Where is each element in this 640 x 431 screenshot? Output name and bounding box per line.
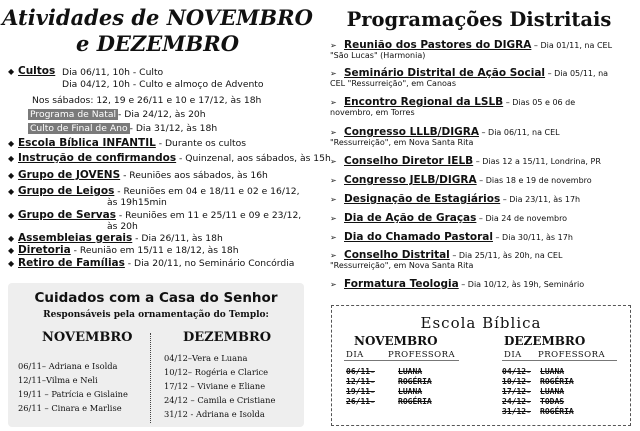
- district-text: – Dia 10/12, às 19h, Seminário: [458, 280, 585, 289]
- activity-label: Grupo de Leigos: [18, 185, 115, 197]
- activity-text: - Durante os cultos: [155, 138, 247, 149]
- escola-nov-day: 12/11-: [346, 377, 375, 386]
- escola-dez-prof: LUANA: [540, 367, 565, 376]
- activity-text: - Quinzenal, aos sábados, às 15h: [176, 153, 331, 164]
- natal-row: [28, 109, 206, 120]
- district-text: – Dia 23/11, às 17h: [500, 195, 581, 204]
- care-dez-row: 31/12 - Adriana e Isolda: [164, 409, 265, 419]
- activity-text: - Dia 20/11, no Seminário Concórdia: [124, 258, 295, 269]
- escola-nov-prof: LUANA: [398, 387, 423, 396]
- fim-ano-row: [28, 123, 217, 134]
- cultos-line2: Dia 04/12, 10h - Culto e almoço de Advento: [62, 79, 264, 90]
- arrow-icon: ➢: [330, 280, 337, 289]
- escola-dez-day: 17/12-: [502, 387, 531, 396]
- escola-dez-prof: TODAS: [540, 397, 565, 406]
- activity-text-cont: às 20h: [107, 221, 138, 232]
- bullet-icon: ◆: [8, 211, 15, 220]
- arrow-icon: ➢: [330, 176, 337, 185]
- district-label: Designação de Estagiários: [344, 193, 501, 205]
- left-title-line2: e DEZEMBRO: [76, 31, 239, 56]
- district-text: – Dia 30/11, às 17h: [492, 233, 573, 242]
- activity-item: [8, 210, 313, 221]
- arrow-icon: ➢: [330, 128, 337, 137]
- arrow-icon: ➢: [330, 251, 337, 260]
- activity-label: Grupo de JOVENS: [18, 169, 121, 181]
- cultos-saturdays: Nos sábados: 12, 19 e 26/11 e 10 e 17/12, às 18h: [32, 95, 262, 106]
- activity-item: [8, 233, 313, 244]
- activity-text: - Dia 26/11, às 18h: [132, 233, 223, 244]
- activity-item: [8, 138, 313, 149]
- district-text-cont: "São Lucas" (Harmonia): [330, 51, 426, 60]
- activity-item: [8, 186, 313, 197]
- escola-nov-prof: LUANA: [398, 367, 423, 376]
- activity-label: Escola Bíblica INFANTIL: [18, 137, 156, 149]
- bullet-icon: ◆: [8, 67, 15, 76]
- district-text: – Dia 05/11, na: [545, 69, 609, 78]
- district-item: [330, 127, 638, 148]
- district-item: [330, 97, 638, 118]
- care-dez-row: 10/12– Rogéria e Clarice: [164, 367, 269, 377]
- escola-dez-prof: ROGÉRIA: [540, 407, 574, 416]
- district-label: Seminário Distrital de Ação Social: [344, 67, 546, 79]
- arrow-icon: ➢: [330, 41, 337, 50]
- natal-label: Programa de Natal: [30, 109, 117, 120]
- district-text-cont: CEL "Ressurreição", em Canoas: [330, 79, 456, 88]
- arrow-icon: ➢: [330, 69, 337, 78]
- district-text: – Dias 05 e 06 de: [503, 98, 576, 107]
- escola-dez-day: 10/12-: [502, 377, 531, 386]
- bullet-icon: ◆: [8, 259, 15, 268]
- district-text: – Dia 25/11, às 20h, na CEL: [449, 251, 563, 260]
- fim-ano-text: - Dia 31/12, às 18h: [129, 123, 218, 134]
- cultos-line1: Dia 06/11, 10h - Culto: [62, 67, 164, 78]
- escola-dez-day: 24/12-: [502, 397, 531, 406]
- district-item: [330, 279, 638, 290]
- district-label: Dia do Chamado Pastoral: [344, 231, 493, 243]
- escola-dez-day: 04/12-: [502, 367, 531, 376]
- district-text-cont: novembro, em Torres: [330, 108, 415, 117]
- activity-item: [8, 258, 313, 269]
- escola-dez-prof: ROGÉRIA: [540, 377, 574, 386]
- activity-label: Grupo de Servas: [18, 209, 116, 221]
- care-nov-head: NOVEMBRO: [42, 330, 133, 345]
- activity-item: [8, 152, 331, 164]
- arrow-icon: ➢: [330, 157, 337, 166]
- district-item: [330, 40, 638, 61]
- care-nov-row: 19/11 – Patrícia e Gislaine: [18, 389, 128, 399]
- escola-nov-day: 19/11-: [346, 387, 375, 396]
- district-item: [330, 175, 638, 186]
- escola-nov-day: 06/11-: [346, 367, 375, 376]
- right-column: [318, 0, 640, 431]
- district-text: – Dias 18 e 19 de novembro: [476, 176, 592, 185]
- care-nov-row: 06/11– Adriana e Isolda: [18, 361, 118, 371]
- district-label: Encontro Regional da LSLB: [344, 96, 504, 108]
- district-item: [330, 213, 638, 224]
- activity-label: Assembleias gerais: [18, 232, 133, 244]
- activity-item: [8, 245, 313, 256]
- right-title: Programações Distritais: [346, 8, 612, 31]
- arrow-icon: ➢: [330, 233, 337, 242]
- district-text-cont: "Ressurreição", em Nova Santa Rita: [330, 138, 474, 147]
- left-title-line1: Atividades de NOVEMBRO: [2, 5, 313, 30]
- district-label: Reunião dos Pastores do DIGRA: [344, 39, 532, 51]
- escola-title: Escola Bíblica: [420, 314, 542, 332]
- district-text-cont: "Ressurreição", em Nova Santa Rita: [330, 261, 474, 270]
- district-label: Congresso LLLB/DIGRA: [344, 126, 479, 138]
- bullet-icon: ◆: [8, 234, 15, 243]
- district-text: – Dia 06/11, na CEL: [478, 128, 560, 137]
- escola-dez-day: 31/12-: [502, 407, 531, 416]
- district-label: Congresso JELB/DIGRA: [344, 174, 477, 186]
- escola-nov-underline: [344, 360, 459, 361]
- activity-text: - Reuniões em 04 e 18/11 e 02 e 16/12,: [114, 186, 300, 197]
- care-nov-row: 12/11–Vilma e Neli: [18, 375, 98, 385]
- cultos-label: Cultos: [18, 65, 56, 77]
- district-text: – Dias 12 a 15/11, Londrina, PR: [473, 157, 601, 166]
- escola-dez-col-dia: DIA: [504, 350, 522, 360]
- bullet-icon: ◆: [8, 154, 15, 163]
- escola-nov-col-prof: PROFESSORA: [388, 350, 456, 360]
- activity-label: Diretoria: [18, 244, 71, 256]
- district-item: [330, 250, 638, 271]
- activity-label: Retiro de Famílias: [18, 257, 125, 269]
- arrow-icon: ➢: [330, 98, 337, 107]
- escola-dez-col-prof: PROFESSORA: [538, 350, 606, 360]
- natal-text: - Dia 24/12, às 20h: [118, 109, 206, 120]
- district-label: Formatura Teologia: [344, 278, 459, 290]
- district-text: – Dia 01/11, na CEL: [531, 41, 613, 50]
- escola-dez-head: DEZEMBRO: [504, 334, 586, 348]
- activity-text: - Reuniões em 11 e 25/11 e 09 e 23/12,: [116, 210, 302, 221]
- escola-dez-prof: LUANA: [540, 387, 565, 396]
- activity-text: - Reuniões aos sábados, às 16h: [120, 170, 268, 181]
- care-divider: [150, 333, 151, 423]
- care-dez-row: 04/12–Vera e Luana: [164, 353, 248, 363]
- district-item: [330, 194, 638, 205]
- bullet-icon: ◆: [8, 246, 15, 255]
- care-dez-row: 17/12 – Viviane e Eliane: [164, 381, 266, 391]
- bullet-icon: ◆: [8, 187, 15, 196]
- fim-ano-label: Culto de Final de Ano: [30, 123, 128, 134]
- care-subtitle: Responsáveis pela ornamentação do Templo:: [43, 310, 269, 320]
- arrow-icon: ➢: [330, 214, 337, 223]
- activity-item: [8, 170, 313, 181]
- district-text: – Dia 24 de novembro: [476, 214, 568, 223]
- district-label: Dia de Ação de Graças: [344, 212, 477, 224]
- care-dez-head: DEZEMBRO: [183, 330, 272, 345]
- care-nov-row: 26/11 – Cinara e Marlise: [18, 403, 122, 413]
- escola-nov-col-dia: DIA: [346, 350, 364, 360]
- district-item: [330, 156, 638, 167]
- activity-label: Instrução de confirmandos: [18, 152, 177, 164]
- care-title: Cuidados com a Casa do Senhor: [34, 290, 278, 306]
- district-item: [330, 68, 638, 89]
- district-item: [330, 232, 638, 243]
- arrow-icon: ➢: [330, 195, 337, 204]
- escola-nov-day: 26/11-: [346, 397, 375, 406]
- escola-nov-prof: ROGÉRIA: [398, 377, 432, 386]
- escola-nov-prof: ROGÉRIA: [398, 397, 432, 406]
- district-label: Conselho Distrital: [344, 249, 450, 261]
- activity-text: - Reunião em 15/11 e 18/12, às 18h: [70, 245, 239, 256]
- escola-dez-underline: [502, 360, 617, 361]
- bullet-icon: ◆: [8, 171, 15, 180]
- district-label: Conselho Diretor IELB: [344, 155, 474, 167]
- care-dez-row: 24/12 – Camila e Cristiane: [164, 395, 276, 405]
- escola-nov-head: NOVEMBRO: [354, 334, 438, 348]
- bullet-icon: ◆: [8, 139, 15, 148]
- activity-text-cont: às 19h15min: [107, 197, 167, 208]
